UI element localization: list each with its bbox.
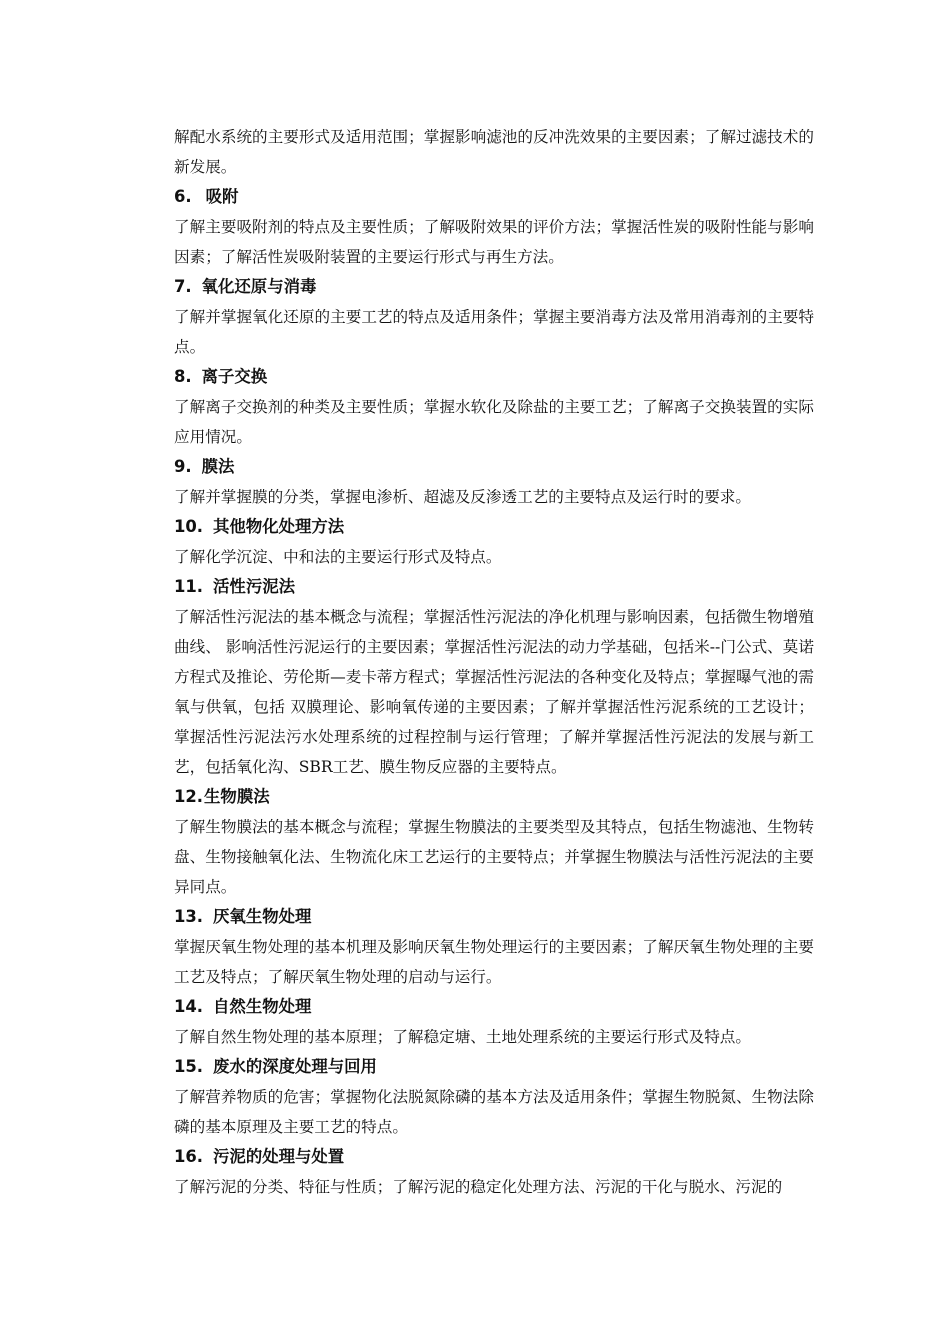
- section-title: 污泥的处理与处置: [213, 1147, 345, 1166]
- intro-paragraph: 解配水系统的主要形式及适用范围；掌握影响滤池的反冲洗效果的主要因素；了解过滤技术的新发展。: [174, 128, 814, 176]
- section-8: [174, 362, 814, 452]
- section-paragraph: 了解离子交换剂的种类及主要性质；掌握水软化及除盐的主要工艺；了解离子交换装置的实际应用情况。: [174, 398, 814, 446]
- section-number: 12.: [174, 787, 204, 806]
- section-title: 废水的深度处理与回用: [213, 1057, 377, 1076]
- section-number: 16.: [174, 1147, 204, 1166]
- section-title: 膜法: [201, 457, 235, 476]
- section-number: 13.: [174, 907, 204, 926]
- section-heading: [174, 992, 814, 1022]
- section-13: [174, 902, 814, 992]
- section-number: 11.: [174, 577, 204, 596]
- section-7: [174, 272, 814, 362]
- section-number: 15.: [174, 1057, 204, 1076]
- document-page: [174, 122, 814, 1202]
- section-12: [174, 782, 814, 902]
- section-number: 7.: [174, 277, 192, 296]
- section-number: 9.: [174, 457, 192, 476]
- section-paragraph: 了解并掌握氧化还原的主要工艺的特点及适用条件；掌握主要消毒方法及常用消毒剂的主要特点。: [174, 308, 814, 356]
- section-heading: [174, 272, 814, 302]
- section-11: [174, 572, 814, 782]
- section-number: 14.: [174, 997, 204, 1016]
- section-paragraph: 了解并掌握膜的分类，掌握电渗析、超滤及反渗透工艺的主要特点及运行时的要求。: [174, 488, 751, 506]
- section-title: 吸附: [205, 187, 239, 206]
- section-title: 氧化还原与消毒: [201, 277, 317, 296]
- section-heading: [174, 1142, 814, 1172]
- section-title: 离子交换: [201, 367, 268, 386]
- section-paragraph: 了解主要吸附剂的特点及主要性质；了解吸附效果的评价方法；掌握活性炭的吸附性能与影响因素；了解活性炭吸附装置的主要运行形式与再生方法。: [174, 218, 814, 266]
- section-paragraph: 了解生物膜法的基本概念与流程；掌握生物膜法的主要类型及其特点，包括生物滤池、生物转盘、生物接触氧化法、生物流化床工艺运行的主要特点；并掌握生物膜法与活性污泥法的主要异同点。: [174, 818, 814, 896]
- section-14: [174, 992, 814, 1052]
- section-paragraph: 了解活性污泥法的基本概念与流程；掌握活性污泥法的净化机理与影响因素，包括微生物增殖曲线、 影响活性污泥运行的主要因素；掌握活性污泥法的动力学基础，包括米--门公式、莫诺方程式及推论、劳伦斯—麦卡蒂方程式；掌握活性污泥法的各种变化及特点；掌握曝气池的需氧与供氧，包括 双膜理论、影响氧传递的主要因素；了解并掌握活性污泥系统的工艺设计；掌握活性污泥法污水处理系统的过程控制与运行管理；了解并掌握活性污泥法的发展与新工艺，包括氧化沟、SBR工艺、膜生物反应器的主要特点。: [174, 608, 814, 776]
- section-heading: [174, 1052, 814, 1082]
- section-heading: [174, 512, 814, 542]
- section-heading: [174, 362, 814, 392]
- section-title: 生物膜法: [204, 787, 270, 806]
- section-heading: [174, 782, 814, 812]
- section-paragraph: 了解营养物质的危害；掌握物化法脱氮除磷的基本方法及适用条件；掌握生物脱氮、生物法除磷的基本原理及主要工艺的特点。: [174, 1088, 814, 1136]
- section-6: [174, 182, 814, 272]
- section-10: [174, 512, 814, 572]
- section-16: [174, 1142, 814, 1202]
- section-15: [174, 1052, 814, 1142]
- section-title: 其他物化处理方法: [213, 517, 345, 536]
- section-title: 自然生物处理: [213, 997, 312, 1016]
- section-number: 6.: [174, 187, 192, 206]
- section-paragraph: 了解污泥的分类、特征与性质；了解污泥的稳定化处理方法、污泥的干化与脱水、污泥的: [174, 1178, 783, 1196]
- section-paragraph: 了解化学沉淀、中和法的主要运行形式及特点。: [174, 548, 502, 566]
- section-heading: [174, 902, 814, 932]
- section-number: 8.: [174, 367, 192, 386]
- section-paragraph: 了解自然生物处理的基本原理；了解稳定塘、土地处理系统的主要运行形式及特点。: [174, 1028, 751, 1046]
- section-title: 厌氧生物处理: [213, 907, 312, 926]
- section-title: 活性污泥法: [213, 577, 295, 596]
- section-heading: [174, 452, 814, 482]
- section-heading: [174, 182, 814, 212]
- section-number: 10.: [174, 517, 204, 536]
- section-9: [174, 452, 814, 512]
- section-heading: [174, 572, 814, 602]
- section-paragraph: 掌握厌氧生物处理的基本机理及影响厌氧生物处理运行的主要因素；了解厌氧生物处理的主要工艺及特点；了解厌氧生物处理的启动与运行。: [174, 938, 814, 986]
